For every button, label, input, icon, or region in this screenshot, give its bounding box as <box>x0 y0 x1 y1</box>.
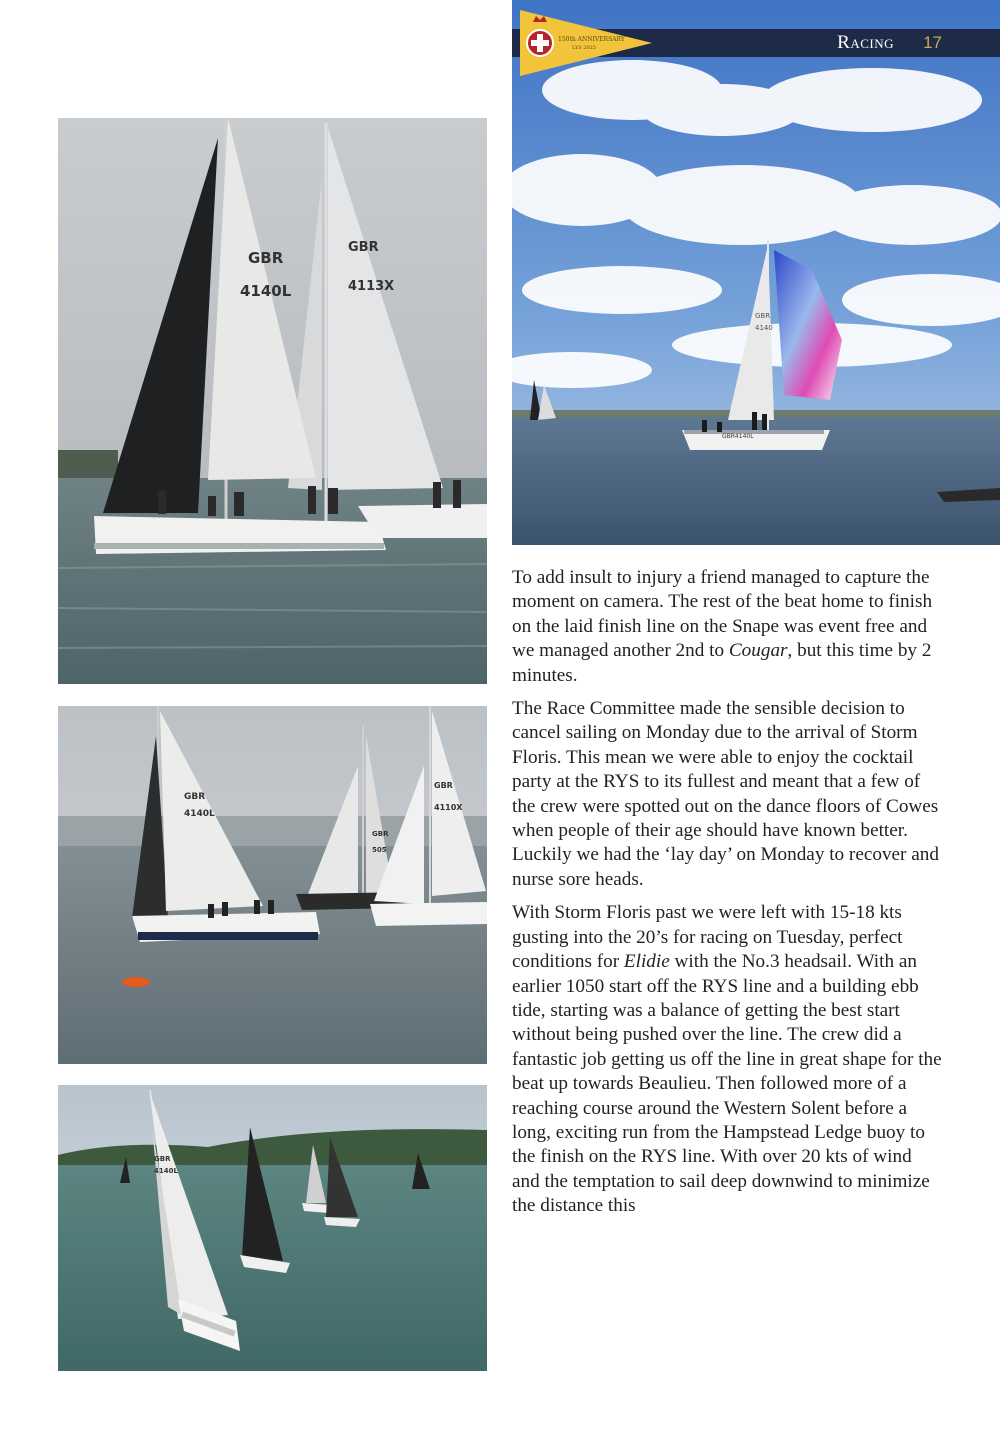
sail-label: GBR <box>184 792 206 802</box>
badge-line-2: LYS 2025 <box>572 45 597 51</box>
article-paragraph-3: With Storm Floris past we were left with 15-18 kts gusting into the 20’s for racing on Tuesday, perfect conditions for Elidie with the No.3 headsail. With an earlier 1050 start off the RYS line and a building ebb tide, starting was a balance of getting the best start without being pushed over the line. The crew did a fantastic job getting us off the line in great shape for the beat up towards Beaulieu. Then followed more of a reaching course around the Western Solent before a long, exciting run from the Hampstead Ledge buoy to the finish on the RYS line. With over 20 kts of wind and the temptation to sail deep downwind to minimize the distance this <box>512 902 942 1217</box>
photo-two-yachts-close <box>58 118 487 684</box>
boat-name-cougar: Cougar <box>728 640 788 662</box>
sail-number: 4113X <box>348 279 395 294</box>
sail-label: GBR <box>348 240 379 255</box>
article-body <box>512 566 942 1228</box>
boat-name-elidie: Elidie <box>623 951 670 973</box>
badge-line-1: 150th ANNIVERSARY <box>558 36 625 43</box>
article-paragraph-1: To add insult to injury a friend managed to capture the moment on camera. The rest of the beat home to finish on the laid finish line on the Snape was event free and we managed another 2nd to Cougar, but this time by 2 minutes. <box>512 567 933 686</box>
page-number: 17 <box>923 33 942 52</box>
sail-number: 4140 <box>755 324 773 332</box>
sail-number: 505 <box>372 846 387 854</box>
hull-number: GBR4140L <box>722 433 754 440</box>
sail-number: 4140L <box>184 809 215 819</box>
sail-number: 4110X <box>434 803 463 812</box>
sail-label: GBR <box>248 249 284 267</box>
photo-spinnaker-yacht <box>512 0 1000 545</box>
sail-label: GBR <box>755 312 771 320</box>
photo-aerial-fleet <box>58 1085 487 1371</box>
photo-yachts-racing-fleet <box>58 706 487 1064</box>
sail-number: 4140L <box>154 1167 178 1175</box>
sail-number: 4140L <box>240 282 292 300</box>
anniversary-pennant-logo <box>520 10 652 76</box>
sail-label: GBR <box>372 830 389 838</box>
sail-label: GBR <box>154 1155 171 1163</box>
sail-label: GBR <box>434 781 453 790</box>
section-name: Racing <box>837 32 894 53</box>
article-paragraph-2: The Race Committee made the sensible decision to cancel sailing on Monday due to the arrival of Storm Floris. This mean we were able to enjoy the cocktail party at the RYS to its fullest and meant that a few of the crew were spotted out on the dance floors of Cowes when people of their age should have known better. Luckily we had the ‘lay day’ on Monday to recover and nurse sore heads. <box>512 698 939 890</box>
